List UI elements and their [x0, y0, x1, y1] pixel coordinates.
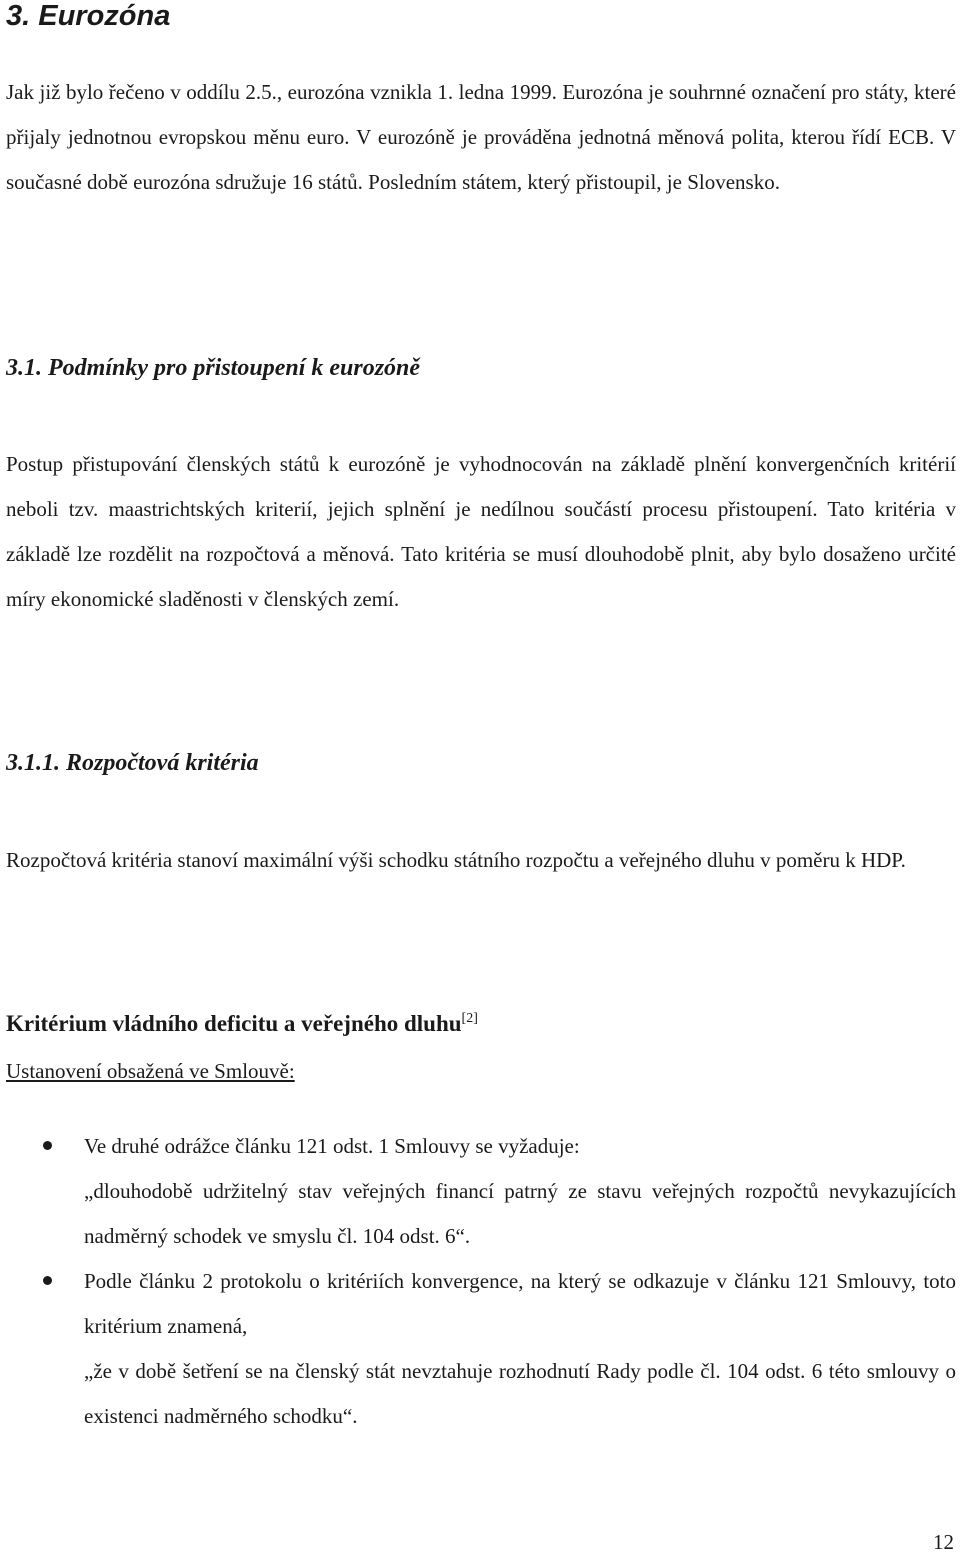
bullet-icon — [43, 1141, 52, 1150]
criterion-title: Kritérium vládního deficitu a veřejného dluhu — [6, 1011, 462, 1036]
list-item-quote: „že v době šetření se na členský stát nevztahuje rozhodnutí Rady podle čl. 104 odst. 6 této smlouvy o existenci nadměrného schodku“. — [84, 1359, 956, 1428]
list-item-line: Ve druhé odrážce článku 121 odst. 1 Smlouvy se vyžaduje: — [84, 1134, 580, 1158]
list-item-quote: „dlouhodobě udržitelný stav veřejných financí patrný ze stavu veřejných rozpočtů nevykazujících nadměrný schodek ve smyslu čl. 104 odst. 6“. — [84, 1179, 956, 1248]
intro-paragraph: Jak již bylo řečeno v oddílu 2.5., eurozóna vznikla 1. ledna 1999. Eurozóna je souhrnné označení pro státy, které přijaly jednotnou evropskou měnu euro. V eurozóně je prováděna jednotná měnová polita, kterou řídí ECB. V současné době eurozóna sdružuje 16 států. Posledním státem, který přistoupil, je Slovensko. — [6, 80, 956, 194]
bullet-icon — [43, 1276, 52, 1285]
provisions-subtitle: Ustanovení obsažená ve Smlouvě: — [6, 1059, 295, 1083]
section-3-1-heading: 3.1. Podmínky pro přistoupení k eurozóně — [6, 355, 421, 381]
section-3-1-1-heading: 3.1.1. Rozpočtová kritéria — [6, 750, 259, 776]
page-number: 12 — [933, 1530, 954, 1554]
chapter-heading: 3. Eurozóna — [6, 0, 171, 32]
provisions-list — [0, 1124, 960, 1439]
section-3-1-paragraph: Postup přistupování členských států k eurozóně je vyhodnocován na základě plnění konvergenčních kritérií neboli tzv. maastrichtských kriterií, jejich splnění je nedílnou součástí procesu přistoupení. Tato kritéria v základě lze rozdělit na rozpočtová a měnová. Tato kritéria se musí dlouhodobě plnit, aby bylo dosaženo určité míry ekonomické sladěnosti v členských zemí. — [6, 452, 956, 611]
list-item — [0, 1124, 956, 1259]
list-item-line: Podle článku 2 protokolu o kritériích konvergence, na který se odkazuje v článku 121 Smlouvy, toto kritérium znamená, — [84, 1269, 956, 1338]
footnote-reference[interactable]: [2] — [461, 1011, 478, 1026]
criterion-heading — [6, 1004, 478, 1039]
list-item — [0, 1259, 956, 1439]
section-3-1-1-paragraph: Rozpočtová kritéria stanoví maximální výši schodku státního rozpočtu a veřejného dluhu v poměru k HDP. — [6, 848, 906, 872]
